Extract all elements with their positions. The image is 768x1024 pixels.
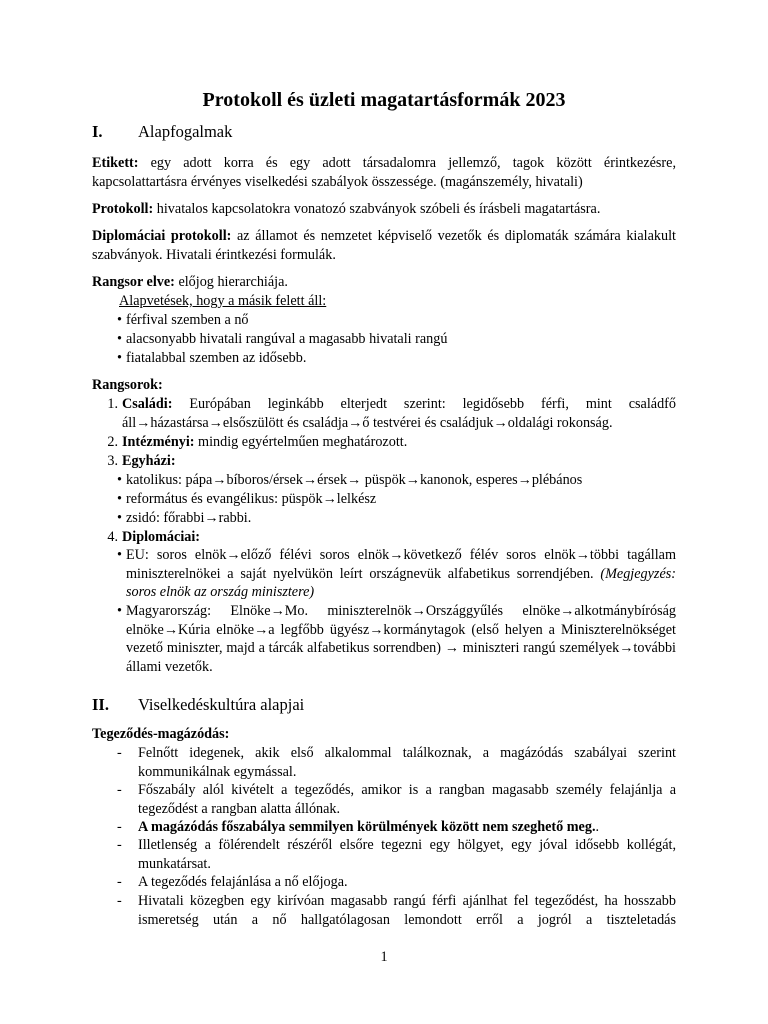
intezmenyi-item: [122, 433, 676, 452]
section-number: II.: [92, 695, 109, 714]
list-item: • református és evangélikus: püspök→lelkész: [117, 491, 377, 507]
bullet-icon: •: [117, 472, 122, 488]
list-item: A magázódás főszabálya semmilyen körülmények között nem szeghető meg..: [138, 819, 600, 835]
csaladi-text: Európában leginkább elterjedt szerint: legidősebb férfi, mint családfő áll→házastársa→elsőszülött és családja→ő testvérei és családjuk→oldalági rokonság.: [122, 396, 677, 431]
list-item: • zsidó: főrabbi→rabbi.: [117, 510, 252, 526]
bullet-icon: •: [117, 491, 122, 507]
list-item: • fiatalabbal szemben az idősebb.: [117, 350, 307, 366]
magyarorszag-order-item: [126, 602, 676, 676]
list-item: Illetlenség a fölérendelt részéről elsőre tegezni egy hölgyet, egy jóval idősebb kollégát, munkatársat.: [138, 837, 676, 872]
protokoll-text: hivatalos kapcsolatokra vonatozó szabványok szóbeli és írásbeli magatartásra.: [156, 201, 601, 217]
eu-order-item: [126, 546, 676, 602]
dash-marker: -: [117, 745, 122, 761]
list-item: A tegeződés felajánlása a nő előjoga.: [138, 874, 348, 890]
etikett-text: egy adott korra és egy adott társadalomra jellemző, tagok között érintkezésre, kapcsolattartásra érvényes viselkedési szabályok összessége. (magánszemély, hivatali): [92, 155, 677, 190]
etikett-paragraph: [92, 154, 676, 191]
page-title: Protokoll és üzleti magatartásformák 2023: [202, 89, 566, 111]
eu-order-note: (Megjegyzés: soros elnök az ország minisztere): [126, 565, 676, 600]
bullet-icon: •: [117, 547, 122, 563]
list-item: • katolikus: pápa→bíboros/érsek→érsek→ püspök→kanonok, esperes→plébános: [117, 472, 583, 488]
dash-marker: -: [117, 819, 122, 835]
intezmenyi-text: mindig egyértelműen meghatározott.: [198, 434, 408, 450]
rangsor-elve-term: Rangsor elve:: [92, 274, 175, 290]
rangsorok-heading: Rangsorok:: [92, 377, 163, 393]
alapvetesek-subheading: Alapvetések, hogy a másik felett áll:: [119, 293, 327, 309]
bullet-icon: •: [117, 331, 122, 347]
protokoll-paragraph: [92, 200, 676, 219]
etikett-term: Etikett:: [92, 155, 139, 171]
dash-marker: -: [117, 893, 122, 909]
page-number: 1: [380, 949, 388, 965]
ordered-item-number: 2.: [107, 434, 118, 450]
diplomaciai-protokoll-paragraph: [92, 227, 676, 264]
dash-marker: -: [117, 782, 122, 798]
protokoll-term: Protokoll:: [92, 201, 154, 217]
csaladi-item: [122, 395, 676, 432]
tegezodes-heading: Tegeződés-magázódás:: [92, 726, 230, 742]
list-item: • alacsonyabb hivatali rangúval a magasabb hivatali rangú: [117, 331, 448, 347]
egyhazi-term: Egyházi:: [122, 453, 176, 469]
eu-order-text: EU: soros elnök→előző félévi soros elnök→következő félév soros elnök→többi tagállam miniszterelnökei a saját nyelvükön leírt országnevük alfabetikus sorrendjében.: [126, 547, 676, 582]
list-item: Felnőtt idegenek, akik első alkalommal találkoznak, a magázódás szabályai szerint kommunikálnak egymással.: [138, 745, 676, 780]
diplomaciai-item: [122, 528, 200, 547]
diplomaciai-protokoll-term: Diplomáciai protokoll:: [92, 228, 232, 244]
section-title: Viselkedéskultúra alapjai: [138, 695, 305, 714]
rangsor-elve-paragraph: [92, 273, 676, 292]
list-item: • férfival szemben a nő: [117, 312, 249, 328]
bullet-icon: •: [117, 350, 122, 366]
section-heading-2: [92, 695, 304, 715]
rangsor-elve-text: előjog hierarchiája.: [178, 274, 288, 290]
bullet-icon: •: [117, 312, 122, 328]
csaladi-term: Családi:: [122, 396, 173, 412]
list-item: Főszabály alól kivételt a tegeződés, amikor is a rangban magasabb személy felajánlja a tegeződést a rangban alatta állónak.: [138, 782, 676, 817]
list-item: Hivatali közegben egy kirívóan magasabb rangú férfi ajánlhat fel tegeződést, ha hosszabb ismeretség után a nő hallgatólagosan lemondott erről a jogról a tiszteletadás: [138, 893, 676, 928]
diplomaciai-term: Diplomáciai:: [122, 529, 201, 545]
dash-marker: -: [117, 837, 122, 853]
section-title: Alapfogalmak: [138, 122, 233, 141]
bullet-icon: •: [117, 603, 122, 619]
ordered-item-number: 3.: [107, 453, 118, 469]
section-heading-1: [92, 122, 232, 142]
magyarorszag-order-text: Magyarország: Elnöke→Mo. miniszterelnök→Országgyűlés elnöke→alkotmánybíróság elnöke→Kúria elnöke→a legfőbb ügyész→kormánytagok (első helyen a Miniszterelnökséget vezető miniszter, majd a tárcák alfabetikus sorrendben) → miniszteri rangú személyek→további állami vezetők.: [126, 603, 676, 675]
ordered-item-number: 1.: [107, 396, 118, 412]
section-number: I.: [92, 122, 103, 141]
bullet-icon: •: [117, 510, 122, 526]
dash-marker: -: [117, 874, 122, 890]
diplomaciai-protokoll-text: az államot és nemzetet képviselő vezetők és diplomaták számára kialakult szabványok. Hivatali érintkezési formulák.: [92, 228, 676, 263]
intezmenyi-term: Intézményi:: [122, 434, 195, 450]
ordered-item-number: 4.: [107, 529, 118, 545]
magazodas-rule-bold: A magázódás főszabálya semmilyen körülmények között nem szeghető meg.: [138, 819, 596, 835]
egyhazi-item: [122, 452, 176, 471]
